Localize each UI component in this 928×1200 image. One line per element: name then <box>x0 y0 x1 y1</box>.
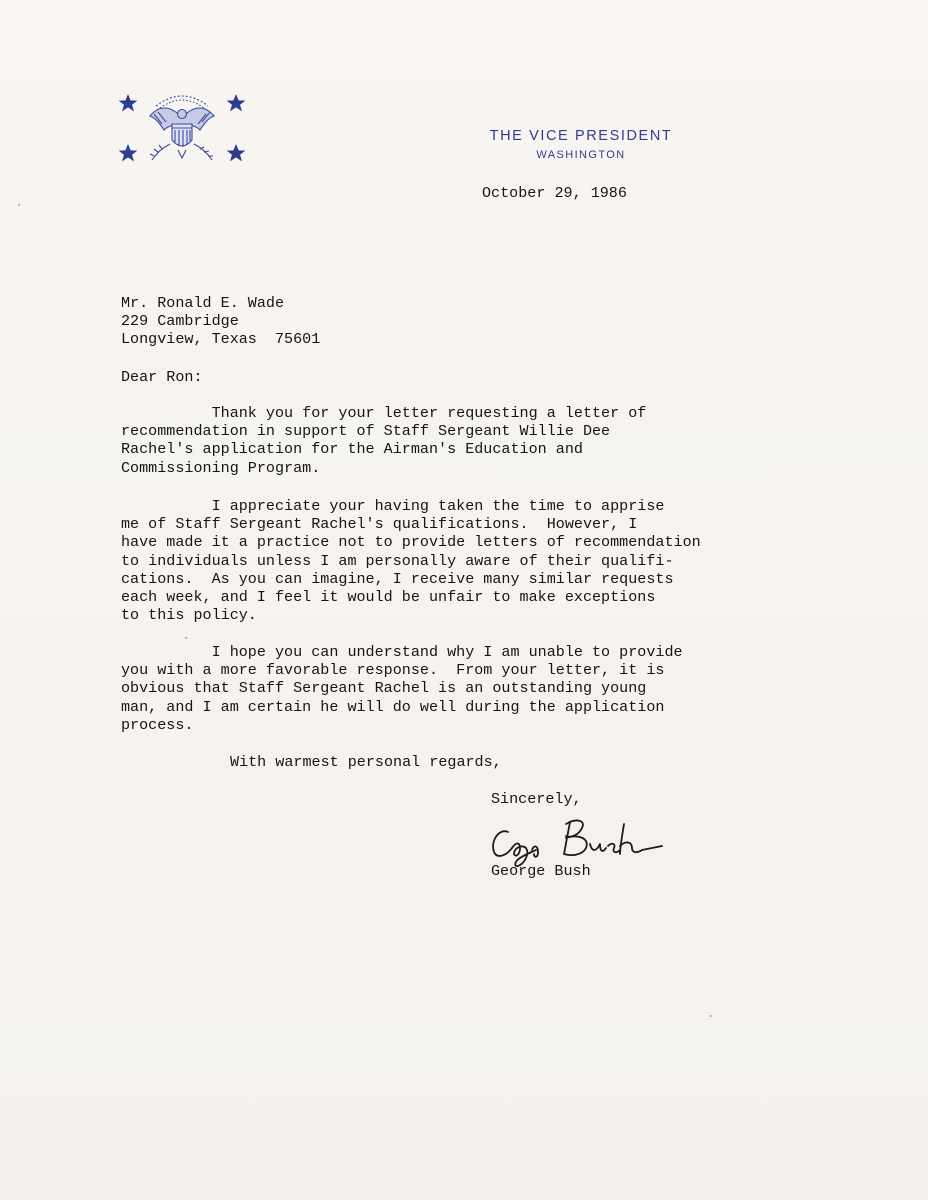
paragraph-line: you with a more favorable response. From your letter, it is <box>121 661 665 680</box>
paragraph-1 <box>121 404 646 477</box>
paragraph-line: process. <box>121 715 194 734</box>
paragraph-line: recommendation in support of Staff Sergeant Willie Dee <box>121 422 611 441</box>
paragraph-line: have made it a practice not to provide letters of recommendation <box>121 533 701 552</box>
paragraph-line: to this policy. <box>121 606 257 625</box>
letterhead-city: WASHINGTON <box>536 149 626 161</box>
letterhead <box>452 126 710 164</box>
handwritten-signature <box>486 812 686 868</box>
paper-speck <box>185 637 187 639</box>
paragraph-line: Rachel's application for the Airman's Education and <box>121 440 583 459</box>
star-icon <box>119 144 138 161</box>
paper-speck <box>18 204 20 206</box>
letterhead-office: THE VICE PRESIDENT <box>489 128 673 144</box>
paragraph-line: obvious that Staff Sergeant Rachel is an outstanding young <box>121 679 647 698</box>
paragraph-line: I appreciate your having taken the time to apprise <box>121 497 665 515</box>
signer-name: George Bush <box>491 862 591 880</box>
salutation: Dear Ron: <box>121 368 203 386</box>
paragraph-line: me of Staff Sergeant Rachel's qualifications. However, I <box>121 515 638 534</box>
recipient-city: Longview, Texas 75601 <box>121 330 321 349</box>
recipient-street: 229 Cambridge <box>121 312 239 331</box>
paragraph-line: I hope you can understand why I am unable to provide <box>121 643 683 661</box>
paper-speck <box>710 1015 712 1017</box>
star-icon <box>227 144 246 161</box>
eagle-icon <box>150 96 214 160</box>
paragraph-line: Commissioning Program. <box>121 458 321 477</box>
recipient-name: Mr. Ronald E. Wade <box>121 294 285 312</box>
paragraph-line: cations. As you can imagine, I receive many similar requests <box>121 569 674 588</box>
paragraph-line: man, and I am certain he will do well during the application <box>121 697 665 716</box>
paragraph-2 <box>121 497 701 624</box>
paragraph-line: Thank you for your letter requesting a letter of <box>121 404 647 422</box>
closing-line: With warmest personal regards, <box>230 753 502 771</box>
paragraph-line: each week, and I feel it would be unfair to make exceptions <box>121 588 656 607</box>
sign-off: Sincerely, <box>491 790 582 808</box>
paragraph-line: to individuals unless I am personally aware of their qualifi- <box>121 551 674 570</box>
recipient-address <box>121 294 320 349</box>
paragraph-3 <box>121 643 683 734</box>
star-icon <box>227 94 246 111</box>
letter-date: October 29, 1986 <box>482 184 627 202</box>
vice-presidential-seal-icon <box>112 84 252 176</box>
star-icon <box>119 94 138 111</box>
